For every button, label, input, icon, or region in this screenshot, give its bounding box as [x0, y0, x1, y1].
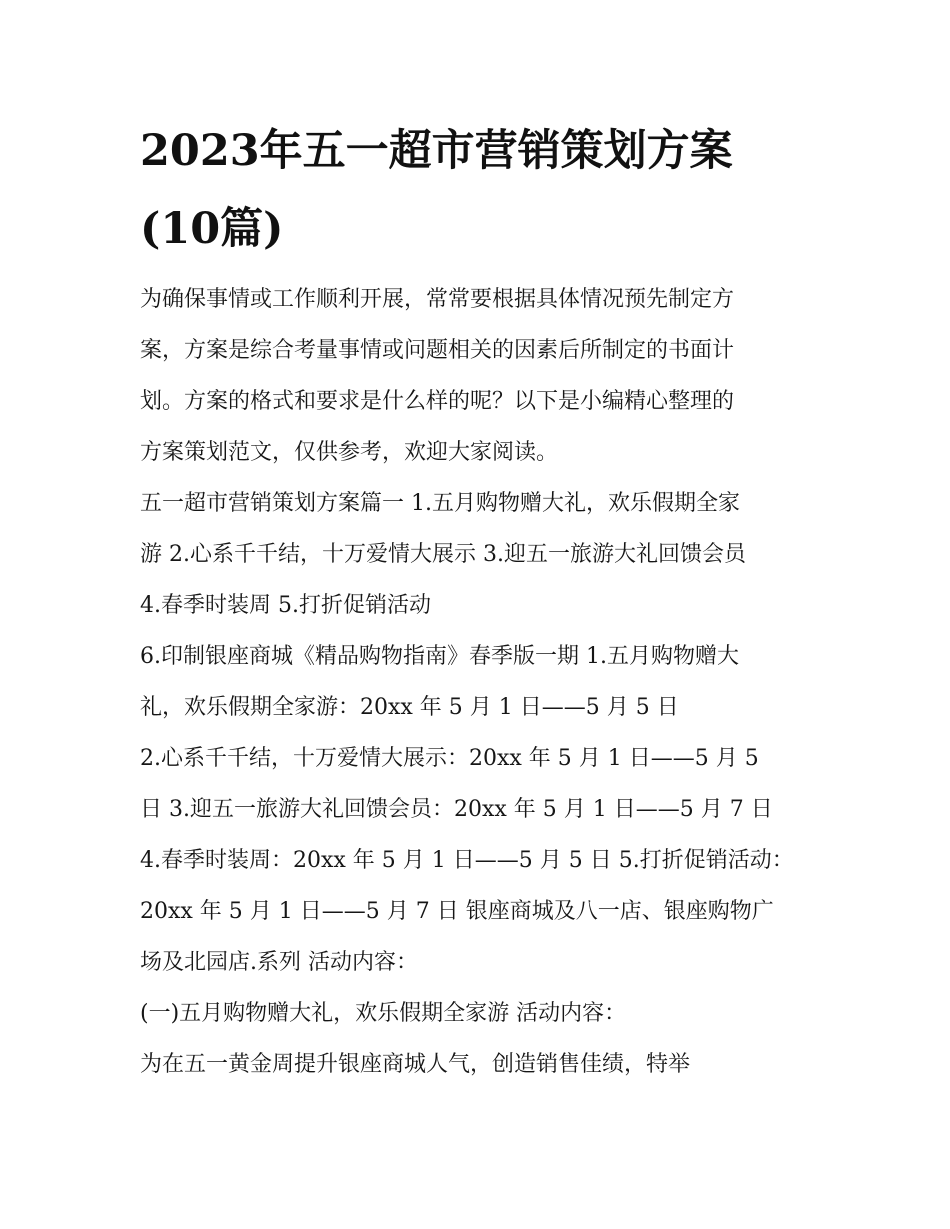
body-line: 为确保事情或工作顺利开展，常常要根据具体情况预先制定方: [140, 287, 735, 312]
body-line: (一)五月购物赠大礼，欢乐假期全家游 活动内容：: [140, 1001, 627, 1026]
body-line: 为在五一黄金周提升银座商城人气，创造销售佳绩，特举: [140, 1052, 691, 1077]
body-line: 4.春季时装周 5.打折促销活动: [140, 593, 431, 618]
body-line: 游 2.心系千千结，十万爱情大展示 3.迎五一旅游大礼回馈会员: [140, 542, 746, 567]
title-line: (10篇): [140, 204, 284, 254]
body-line: 4.春季时装周：20xx 年 5 月 1 日——5 月 5 日 5.打折促销活动：: [140, 848, 794, 873]
body-line: 日 3.迎五一旅游大礼回馈会员：20xx 年 5 月 1 日——5 月 7 日: [140, 797, 773, 822]
body-line: 6.印制银座商城《精品购物指南》春季版一期 1.五月购物赠大: [140, 644, 739, 669]
body-line: 礼，欢乐假期全家游：20xx 年 5 月 1 日——5 月 5 日: [140, 695, 679, 720]
body-line: 2.心系千千结，十万爱情大展示：20xx 年 5 月 1 日——5 月 5: [140, 746, 759, 771]
title-line: 2023年五一超市营销策划方案: [140, 126, 733, 176]
document-title: [140, 112, 820, 268]
body-line: 五一超市营销策划方案篇一 1.五月购物赠大礼，欢乐假期全家: [140, 491, 740, 516]
body-line: 场及北园店.系列 活动内容：: [140, 950, 418, 975]
body-line: 20xx 年 5 月 1 日——5 月 7 日 银座商城及八一店、银座购物广: [140, 899, 774, 924]
body-line: 划。方案的格式和要求是什么样的呢？以下是小编精心整理的: [140, 389, 735, 414]
body-line: 方案策划范文，仅供参考，欢迎大家阅读。: [140, 440, 559, 465]
body-line: 案，方案是综合考量事情或问题相关的因素后所制定的书面计: [140, 338, 735, 363]
